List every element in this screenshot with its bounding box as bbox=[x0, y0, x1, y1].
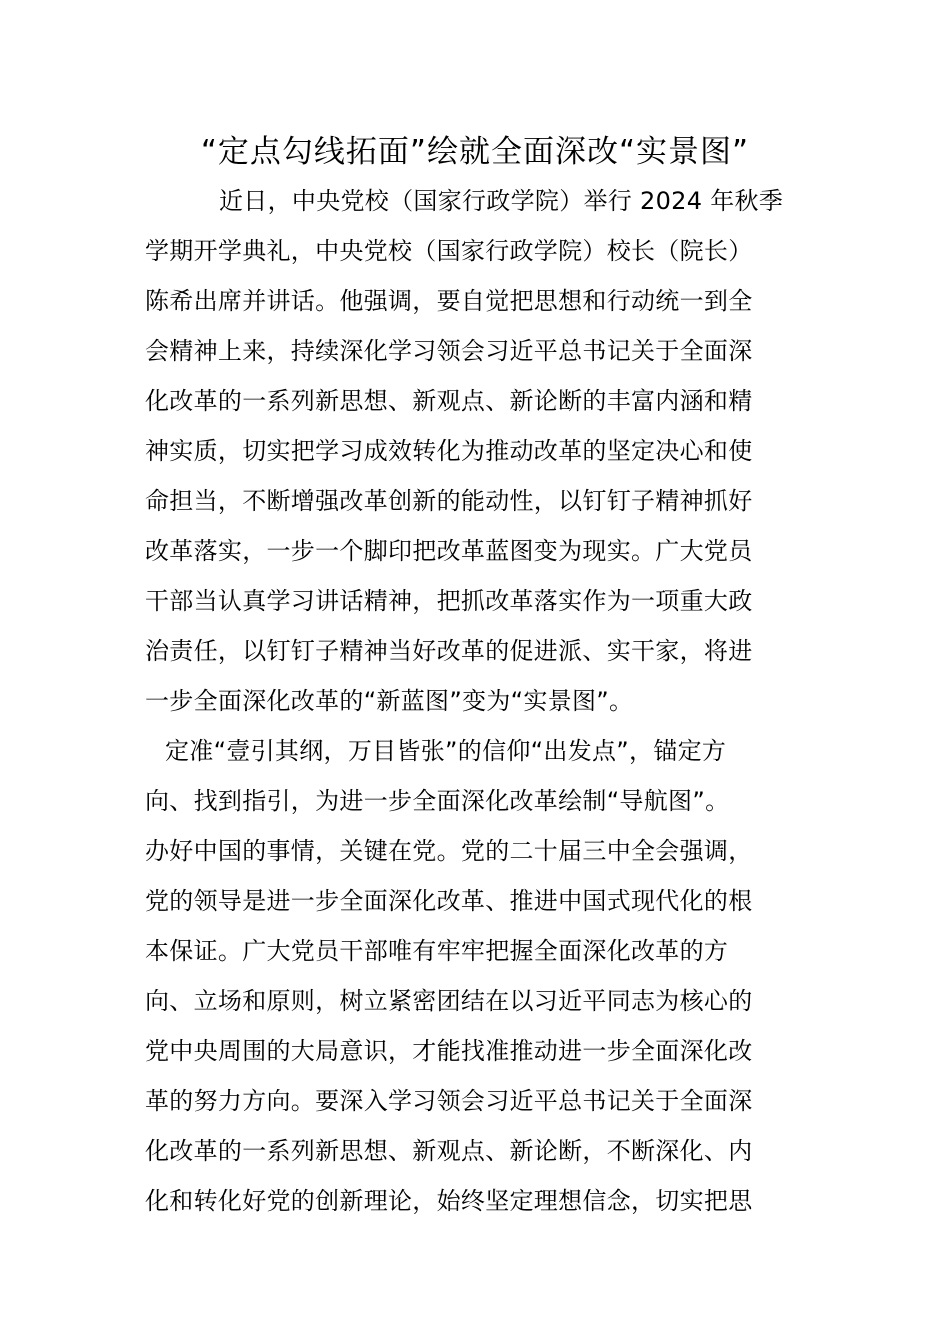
text-line: 向、立场和原则，树立紧密团结在以习近平同志为核心的 bbox=[145, 987, 753, 1015]
text-line: 神实质，切实把学习成效转化为推动改革的坚定决心和使 bbox=[145, 437, 753, 465]
text-line: 陈希出席并讲话。他强调，要自觉把思想和行动统一到全 bbox=[145, 287, 753, 315]
text-line: 治责任，以钉钉子精神当好改革的促进派、实干家，将进 bbox=[145, 637, 753, 665]
text-line: 本保证。广大党员干部唯有牢牢把握全面深化改革的方 bbox=[145, 937, 729, 965]
text-line: 定准“壹引其纲，万目皆张”的信仰“出发点”，锚定方 bbox=[165, 737, 727, 765]
text-line: 命担当，不断增强改革创新的能动性，以钉钉子精神抓好 bbox=[145, 487, 753, 515]
text-line: 改革落实，一步一个脚印把改革蓝图变为现实。广大党员 bbox=[145, 537, 753, 565]
text-line: 学期开学典礼，中央党校（国家行政学院）校长（院长） bbox=[145, 237, 753, 265]
text-line: 党的领导是进一步全面深化改革、推进中国式现代化的根 bbox=[145, 887, 753, 915]
text-line: 会精神上来，持续深化学习领会习近平总书记关于全面深 bbox=[145, 337, 753, 365]
text-line: 化改革的一系列新思想、新观点、新论断，不断深化、内 bbox=[145, 1137, 753, 1165]
text-line: 近日，中央党校（国家行政学院）举行 2024 年秋季 bbox=[219, 187, 784, 215]
text-line: 党中央周围的大局意识，才能找准推动进一步全面深化改 bbox=[145, 1037, 753, 1065]
text-line: 向、找到指引，为进一步全面深化改革绘制“导航图”。 bbox=[145, 787, 730, 815]
document-body bbox=[145, 176, 809, 1226]
text-line: 化改革的一系列新思想、新观点、新论断的丰富内涵和精 bbox=[145, 387, 753, 415]
text-line: 革的努力方向。要深入学习领会习近平总书记关于全面深 bbox=[145, 1087, 753, 1115]
document-title: “定点勾线拓面”绘就全面深改“实景图” bbox=[200, 134, 750, 170]
text-line: 化和转化好党的创新理论，始终坚定理想信念，切实把思 bbox=[145, 1187, 753, 1215]
text-line: 一步全面深化改革的“新蓝图”变为“实景图”。 bbox=[145, 687, 634, 715]
paragraph-2 bbox=[145, 726, 809, 1226]
text-line: 办好中国的事情，关键在党。党的二十届三中全会强调， bbox=[145, 837, 753, 865]
text-line: 干部当认真学习讲话精神，把抓改革落实作为一项重大政 bbox=[145, 587, 753, 615]
paragraph-1 bbox=[145, 176, 809, 726]
